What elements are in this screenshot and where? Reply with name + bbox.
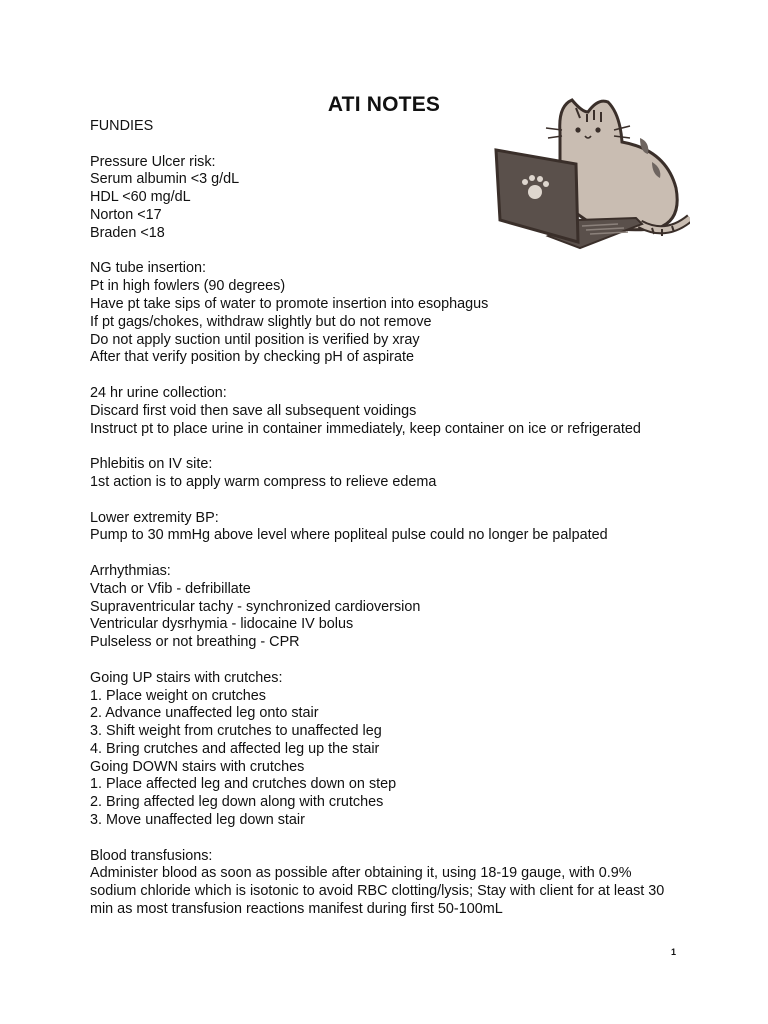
note-line: Vtach or Vfib - defribillate xyxy=(90,580,251,597)
note-line: Norton <17 xyxy=(90,206,162,223)
note-line: After that verify position by checking pH of aspirate xyxy=(90,349,414,366)
note-line: Serum albumin <3 g/dL xyxy=(90,171,240,188)
notes-body xyxy=(90,118,690,919)
note-line: 3. Move unaffected leg down stair xyxy=(90,812,305,829)
note-line: 3. Shift weight from crutches to unaffected leg xyxy=(90,723,382,740)
section-heading: Phlebitis on IV site: xyxy=(90,456,213,473)
note-line: 2. Advance unaffected leg onto stair xyxy=(90,705,319,722)
note-line: Braden <18 xyxy=(90,224,165,241)
course-label: FUNDIES xyxy=(90,118,154,134)
note-line: Ventricular dysrhymia - lidocaine IV bolus xyxy=(90,616,354,633)
section-heading: Pressure Ulcer risk: xyxy=(90,153,216,170)
note-line: Supraventricular tachy - synchronized cardioversion xyxy=(90,598,421,615)
note-line: If pt gags/chokes, withdraw slightly but do not remove xyxy=(90,313,432,330)
section-heading: Arrhythmias: xyxy=(90,562,171,579)
section-heading: Lower extremity BP: xyxy=(90,509,219,526)
note-line: Have pt take sips of water to promote insertion into esophagus xyxy=(90,295,489,312)
note-line: 4. Bring crutches and affected leg up the stair xyxy=(90,740,380,757)
page-number: 1 xyxy=(671,947,677,957)
section-heading: Going UP stairs with crutches: xyxy=(90,669,283,686)
section-subheading: Going DOWN stairs with crutches xyxy=(90,758,305,775)
section-heading: Blood transfusions: xyxy=(90,847,213,864)
note-line: Pulseless or not breathing - CPR xyxy=(90,634,300,651)
note-line: Pt in high fowlers (90 degrees) xyxy=(90,278,286,295)
section-heading: NG tube insertion: xyxy=(90,260,206,277)
note-line: 1. Place weight on crutches xyxy=(90,687,266,704)
section-heading: 24 hr urine collection: xyxy=(90,384,227,401)
page-title: ATI NOTES xyxy=(327,93,441,116)
note-line: Instruct pt to place urine in container immediately, keep container on ice or refrigerated xyxy=(90,420,641,437)
note-line: 1. Place affected leg and crutches down on step xyxy=(90,776,397,793)
note-line: HDL <60 mg/dL xyxy=(90,189,191,206)
note-line: 2. Bring affected leg down along with crutches xyxy=(90,794,384,811)
note-line: Do not apply suction until position is verified by xray xyxy=(90,331,420,348)
note-line: 1st action is to apply warm compress to relieve edema xyxy=(90,473,437,490)
note-line: Pump to 30 mmHg above level where popliteal pulse could no longer be palpated xyxy=(90,527,608,544)
note-paragraph: Administer blood as soon as possible after obtaining it, using 18-19 gauge, with 0.9% sodium chloride which is isotonic to avoid RBC clotting/lysis; Stay with client for at least 30 min as most transfusion reactions manifest during first 50-100mL xyxy=(90,865,665,918)
note-line: Discard first void then save all subsequent voidings xyxy=(90,402,417,419)
